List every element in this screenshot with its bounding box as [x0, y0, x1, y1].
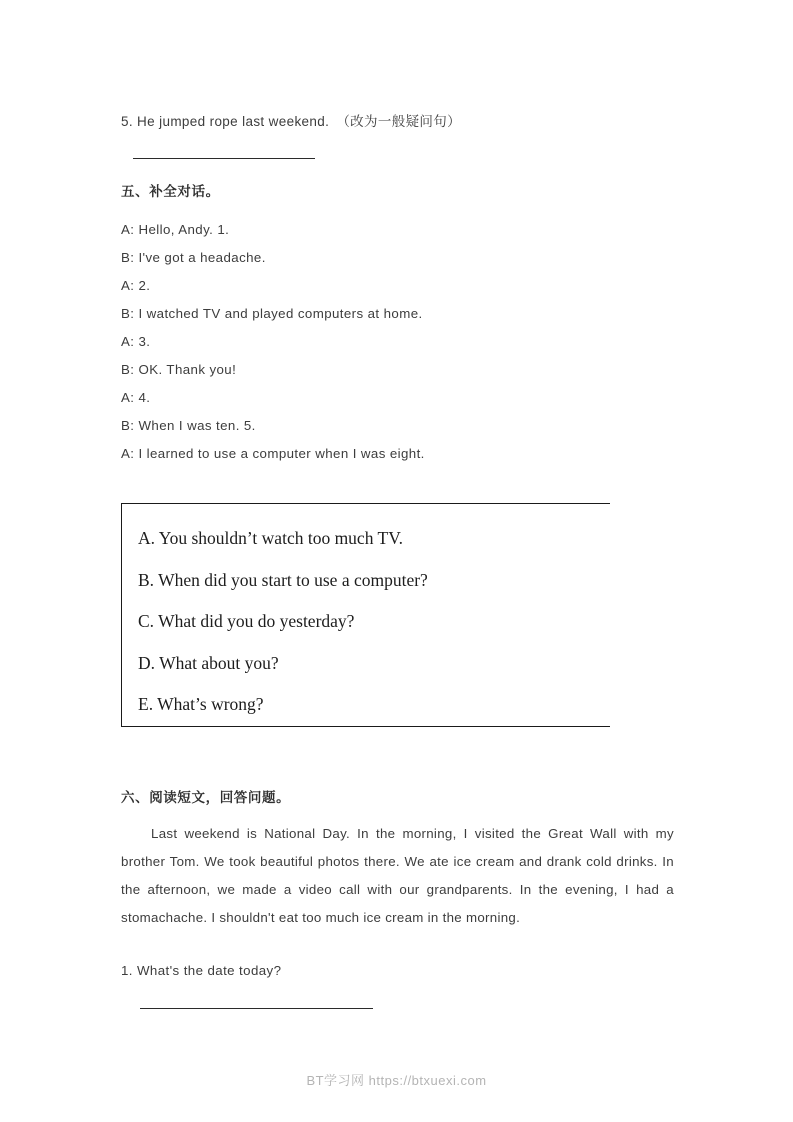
section-six-heading: 六、阅读短文，回答问题。: [121, 790, 291, 805]
option-item[interactable]: C. What did you do yesterday?: [138, 611, 355, 631]
dialogue-line: B: I watched TV and played computers at home.: [121, 306, 423, 321]
passage-question-1: 1. What's the date today?: [121, 963, 282, 978]
dialogue-line: B: I've got a headache.: [121, 250, 266, 265]
option-item[interactable]: E. What’s wrong?: [138, 694, 264, 714]
dialogue-line: B: OK. Thank you!: [121, 362, 237, 377]
options-list: [122, 504, 610, 726]
dialogue-line: B: When I was ten. 5.: [121, 418, 256, 433]
options-box: [121, 503, 610, 727]
dialogue-line: A: 2.: [121, 278, 151, 293]
rewrite-question-text: 5. He jumped rope last weekend. （改为一般疑问句）: [121, 114, 461, 129]
footer-watermark: BT学习网 https://btxuexi.com: [306, 1073, 487, 1088]
answer-rule-passage-question-1[interactable]: [140, 1008, 373, 1009]
reading-passage: [121, 820, 674, 932]
answer-rule-question-5[interactable]: [133, 158, 315, 159]
dialogue-line: A: Hello, Andy. 1.: [121, 222, 230, 237]
dialogue-line: A: I learned to use a computer when I was eight.: [121, 446, 425, 461]
dialogue-line: A: 3.: [121, 334, 151, 349]
dialogue-block: [121, 216, 681, 468]
dialogue-line: A: 4.: [121, 390, 151, 405]
option-item[interactable]: B. When did you start to use a computer?: [138, 569, 428, 590]
section-five-heading: 五、补全对话。: [121, 184, 220, 199]
option-item[interactable]: A. You shouldn’t watch too much TV.: [138, 528, 403, 548]
passage-text: Last weekend is National Day. In the morning, I visited the Great Wall with my brother Tom. We took beautiful photos there. We ate ice cream and drank cold drinks. In the afternoon, we made a video call with our grandparents. In the evening, I had a stomachache. I shouldn't eat too much ice cream in the morning.: [121, 826, 674, 925]
option-item[interactable]: D. What about you?: [138, 652, 279, 673]
